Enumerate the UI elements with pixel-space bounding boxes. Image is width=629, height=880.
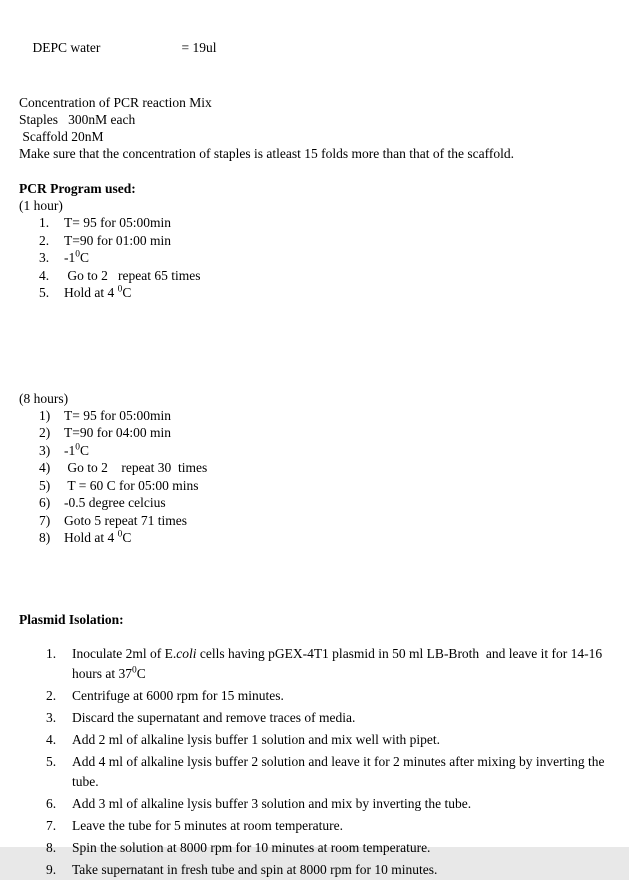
one-hour-label: (1 hour) bbox=[19, 198, 63, 213]
list-item-number: 9. bbox=[46, 861, 57, 877]
list-item bbox=[46, 730, 615, 750]
list-item-text: Goto 5 repeat 71 times bbox=[64, 512, 187, 528]
pcr-one-hour-list bbox=[19, 214, 615, 302]
list-item bbox=[39, 267, 615, 285]
list-item-number: 8) bbox=[39, 530, 51, 545]
pcr-program-heading: PCR Program used: bbox=[19, 181, 136, 196]
list-item bbox=[46, 838, 615, 858]
list-item-number: 1. bbox=[39, 215, 50, 230]
list-item-text: Centrifuge at 6000 rpm for 15 minutes. bbox=[72, 687, 284, 703]
list-item bbox=[39, 512, 615, 530]
list-item-number: 5. bbox=[39, 285, 50, 300]
list-item-number: 1. bbox=[46, 645, 57, 661]
list-item-text: T= 95 for 05:00min bbox=[64, 215, 171, 230]
staples-line: Staples 300nM each bbox=[19, 112, 136, 127]
list-item bbox=[46, 644, 615, 684]
list-item-text: Add 3 ml of alkaline lysis buffer 3 solution and mix by inverting the tube. bbox=[72, 795, 472, 811]
list-item-number: 1) bbox=[39, 407, 51, 423]
list-item-number: 2. bbox=[39, 232, 50, 248]
list-item-text: $-1^0C$ bbox=[64, 249, 89, 265]
list-item bbox=[39, 249, 615, 267]
list-item bbox=[46, 686, 615, 706]
list-item bbox=[39, 477, 615, 495]
list-item bbox=[39, 442, 615, 460]
list-item-text: -0.5 degree celcius bbox=[64, 495, 166, 510]
list-item bbox=[39, 214, 615, 232]
list-item-number: 6. bbox=[46, 795, 57, 811]
list-item-text: Hold at 4 $^0$C bbox=[64, 284, 132, 300]
list-item-number: 2) bbox=[39, 425, 51, 440]
list-item bbox=[39, 284, 615, 302]
list-item-text: Add 2 ml of alkaline lysis buffer 1 solution and mix well with pipet. bbox=[72, 731, 440, 747]
list-item bbox=[46, 708, 615, 728]
list-item-text: T= 95 for 05:00min bbox=[64, 407, 171, 423]
list-item bbox=[46, 794, 615, 814]
list-item-text: Go to 2 repeat 30 times bbox=[64, 460, 208, 475]
list-item-text: Go to 2 repeat 65 times bbox=[64, 267, 201, 283]
list-item-text: Add 4 ml of alkaline lysis buffer 2 solution and leave it for 2 minutes after mixing by inverting the tube. bbox=[72, 753, 608, 789]
list-item-number: 5) bbox=[39, 477, 51, 493]
list-item-number: 5. bbox=[46, 753, 57, 769]
list-item-text: Discard the supernatant and remove traces of media. bbox=[72, 709, 356, 725]
list-item bbox=[39, 494, 615, 512]
list-item bbox=[46, 816, 615, 836]
list-item-number: 7. bbox=[46, 817, 57, 833]
list-item-number: 6) bbox=[39, 495, 51, 510]
list-item bbox=[46, 752, 615, 792]
list-item bbox=[39, 529, 615, 547]
list-item-text: Take supernatant in fresh tube and spin at 8000 rpm for 10 minutes. bbox=[72, 861, 438, 877]
list-item bbox=[39, 424, 615, 442]
depc-water-line bbox=[19, 22, 615, 73]
depc-water-label: DEPC water bbox=[32, 40, 101, 55]
plasmid-isolation-heading: Plasmid Isolation: bbox=[19, 611, 124, 627]
list-item-number: 4. bbox=[46, 731, 57, 747]
list-item-number: 3) bbox=[39, 442, 51, 458]
staples-note-line: Make sure that the concentration of staples is atleast 15 folds more than that of the scaffold. bbox=[19, 146, 514, 161]
list-item-number: 4. bbox=[39, 267, 50, 283]
list-item bbox=[39, 459, 615, 477]
plasmid-isolation-list bbox=[19, 644, 615, 880]
list-item bbox=[39, 232, 615, 250]
pcr-eight-hours-list bbox=[19, 407, 615, 547]
list-item-text: T = 60 C for 05:00 mins bbox=[64, 477, 199, 493]
list-item-number: 7) bbox=[39, 512, 51, 528]
list-item-number: 4) bbox=[39, 460, 51, 475]
list-item-text: $-1^0C$ bbox=[64, 442, 89, 458]
eight-hours-label: (8 hours) bbox=[19, 390, 69, 406]
list-item bbox=[46, 860, 615, 880]
concentration-paragraph bbox=[19, 94, 615, 162]
list-item-text: Inoculate 2ml of E.coli cells having pGEX-4T1 plasmid in 50 ml LB-Broth and leave it for 14-16 hours at $37^0C$ bbox=[72, 645, 606, 681]
scaffold-line: Scaffold 20nM bbox=[19, 129, 104, 144]
list-item-number: 3. bbox=[39, 250, 50, 265]
concentration-title: Concentration of PCR reaction Mix bbox=[19, 95, 212, 110]
list-item-text: Spin the solution at 8000 rpm for 10 minutes at room temperature. bbox=[72, 839, 431, 855]
list-item-text: Leave the tube for 5 minutes at room temperature. bbox=[72, 817, 344, 833]
list-item bbox=[39, 407, 615, 425]
depc-water-value: = 19ul bbox=[181, 40, 217, 55]
list-item-text: T=90 for 04:00 min bbox=[64, 425, 171, 440]
list-item-number: 2. bbox=[46, 687, 57, 703]
list-item-number: 8. bbox=[46, 839, 57, 855]
list-item-text: Hold at 4 $^0$C bbox=[64, 529, 132, 545]
list-item-text: T=90 for 01:00 min bbox=[64, 232, 171, 248]
list-item-number: 3. bbox=[46, 709, 57, 725]
